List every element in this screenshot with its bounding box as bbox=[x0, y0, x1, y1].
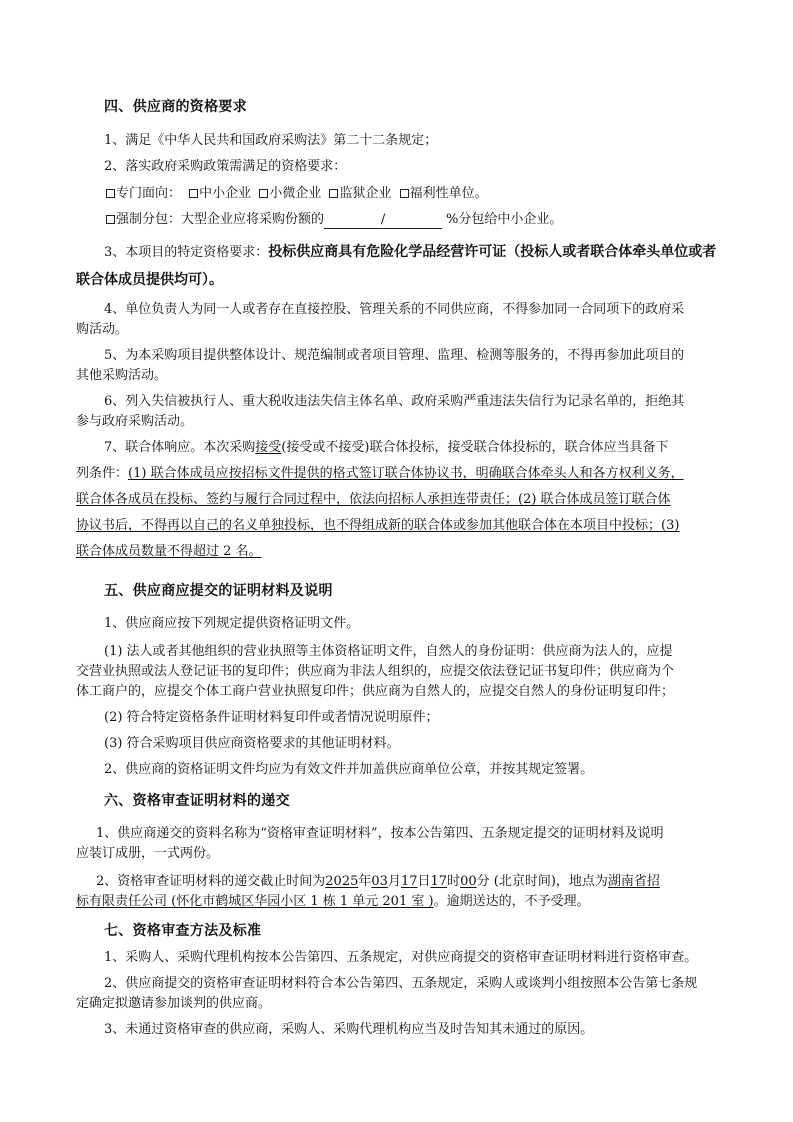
sec4-item-7-l2: 列条件：(1) 联合体成员应按招标文件提供的格式签订联合体协议书，明确联合体牵头人和各方权利义务， bbox=[76, 466, 684, 481]
deadline-hour: 17 bbox=[430, 874, 448, 889]
sec4-item-5: 5、为本采购项目提供整体设计、规范编制或者项目管理、监理、检测等服务的，不得再参加此项目的 bbox=[104, 348, 685, 363]
deadline-year: 2025 bbox=[325, 874, 359, 889]
sec5-p2-l3: 体工商户的，应提交个体工商户营业执照复印件；供应商为自然人的，应提交自然人的身份证明复印件； bbox=[76, 684, 675, 699]
section-6-heading: 六、资格审查证明材料的递交 bbox=[104, 793, 290, 809]
prison-label: 监狱企业 bbox=[339, 186, 392, 201]
procurement-target-row bbox=[106, 186, 488, 202]
sec6-p2-l2: 标有限责任公司 (怀化市鹤城区华园小区 1 栋 1 单元 201 室 )。逾期送达的，不予受理。 bbox=[76, 894, 590, 909]
sec7-p2: 2、供应商提交的资格审查证明材料符合本公告第四、五条规定，采购人或谈判小组按照本公告第七条规 bbox=[104, 976, 698, 991]
sec7-p1: 1、采购人、采购代理机构按本公告第四、五条规定，对供应商提交的资格审查证明材料进行资格审查。 bbox=[104, 950, 698, 965]
sec6-p1-l2: 应装订成册，一式两份。 bbox=[76, 846, 220, 861]
deadline-day: 17 bbox=[400, 874, 418, 889]
forced-label: 强制分包：大型企业应将采购份额的 bbox=[116, 212, 325, 227]
deadline-month: 03 bbox=[371, 874, 388, 889]
sec4-item-3: 3、本项目的特定资格要求：投标供应商具有危险化学品经营许可证（投标人或者联合体牵头单位或者 bbox=[104, 244, 717, 260]
checkbox-micro[interactable] bbox=[259, 189, 268, 198]
sec7-p3: 3、未通过资格审查的供应商，采购人、采购代理机构应当及时告知其未通过的原因。 bbox=[104, 1022, 594, 1037]
sec5-p5: 2、供应商的资格证明文件均应为有效文件并加盖供应商单位公章，并按其规定签署。 bbox=[104, 762, 594, 777]
sec4-item-2: 2、落实政府采购政策需满足的资格要求： bbox=[104, 159, 347, 174]
sec5-p2: (1) 法人或者其他组织的营业执照等主体资格证明文件，自然人的身份证明：供应商为法人的，应提 bbox=[104, 644, 673, 659]
sec4-item-6: 6、列入失信被执行人、重大税收违法失信主体名单、政府采购严重违法失信行为记录名单的，拒绝其 bbox=[104, 394, 685, 409]
checkbox-dedicated[interactable] bbox=[106, 189, 115, 198]
forced-share-blank[interactable]: / bbox=[324, 212, 442, 229]
checkbox-sme[interactable] bbox=[189, 189, 198, 198]
sec4-item-7: 7、联合体响应。本次采购接受(接受或不接受)联合体投标，接受联合体投标的，联合体应当具备下 bbox=[104, 440, 669, 455]
delivery-place: 湖南省招 bbox=[607, 874, 660, 889]
sec4-item-7-l5: 联合体成员数量不得超过 2 名。 bbox=[76, 544, 262, 559]
sec5-p3: (2) 符合特定资格条件证明材料复印件或者情况说明原件； bbox=[104, 710, 439, 725]
joint-bid-accept: 接受 bbox=[255, 440, 282, 455]
sec4-item-7-l4: 协议书后，不得再以自己的名义单独投标，也不得组成新的联合体或参加其他联合体在本项目中投标；(3) bbox=[76, 518, 680, 533]
sec5-p2-l2: 交营业执照或法人登记证书的复印件；供应商为非法人组织的，应提交依法登记证书复印件；供应商为个 bbox=[76, 664, 675, 679]
sec5-p4: (3) 符合采购项目供应商资格要求的其他证明材料。 bbox=[104, 736, 400, 751]
deadline-minute: 00 bbox=[460, 874, 477, 889]
forced-suffix: %分包给中小企业。 bbox=[446, 212, 563, 227]
sec4-item-1: 1、满足《中华人民共和国政府采购法》第二十二条规定； bbox=[104, 133, 438, 148]
forced-subcontract-row bbox=[106, 212, 562, 229]
sec7-p2-l2: 定确定拟邀请参加谈判的供应商。 bbox=[76, 996, 272, 1011]
sec4-item-7-l3: 联合体各成员在投标、签约与履行合同过程中，依法向招标人承担连带责任；(2) 联合体成员签订联合体 bbox=[76, 492, 671, 507]
sec6-p2: 2、资格审查证明材料的递交截止时间为2025年03月17日17时00分 (北京时间)，地点为湖南省招 bbox=[96, 874, 660, 889]
delivery-place-cont: 标有限责任公司 (怀化市鹤城区华园小区 1 栋 1 单元 201 室 ) bbox=[76, 894, 434, 909]
section-5-heading: 五、供应商应提交的证明材料及说明 bbox=[104, 583, 333, 599]
dedicated-label: 专门面向： bbox=[116, 186, 182, 201]
sec6-p1: 1、供应商递交的资料名称为“资格审查证明材料”，按本公告第四、五条规定提交的证明材料及说明 bbox=[96, 826, 664, 841]
sec4-item-6-cont: 参与政府采购活动。 bbox=[76, 414, 194, 429]
sec4-item-4: 4、单位负责人为同一人或者存在直接控股、管理关系的不同供应商，不得参加同一合同项下的政府采 bbox=[104, 302, 685, 317]
sec5-p1: 1、供应商应按下列规定提供资格证明文件。 bbox=[104, 616, 360, 631]
micro-label: 小微企业 bbox=[269, 186, 322, 201]
sec4-item-4-cont: 购活动。 bbox=[76, 322, 129, 337]
checkbox-prison[interactable] bbox=[329, 189, 338, 198]
item3-bold-text: 投标供应商具有危险化学品经营许可证（投标人或者联合体牵头单位或者 bbox=[268, 244, 717, 260]
checkbox-forced-subcontract[interactable] bbox=[106, 215, 115, 224]
sme-label: 中小企业 bbox=[199, 186, 252, 201]
sec4-item-3-cont: 联合体成员提供均可）。 bbox=[76, 272, 223, 288]
section-7-heading: 七、资格审查方法及标准 bbox=[104, 923, 262, 939]
welfare-label: 福利性单位。 bbox=[409, 186, 488, 201]
checkbox-welfare[interactable] bbox=[400, 189, 409, 198]
sec4-item-5-cont: 其他采购活动。 bbox=[76, 368, 168, 383]
section-4-heading: 四、供应商的资格要求 bbox=[104, 99, 247, 115]
